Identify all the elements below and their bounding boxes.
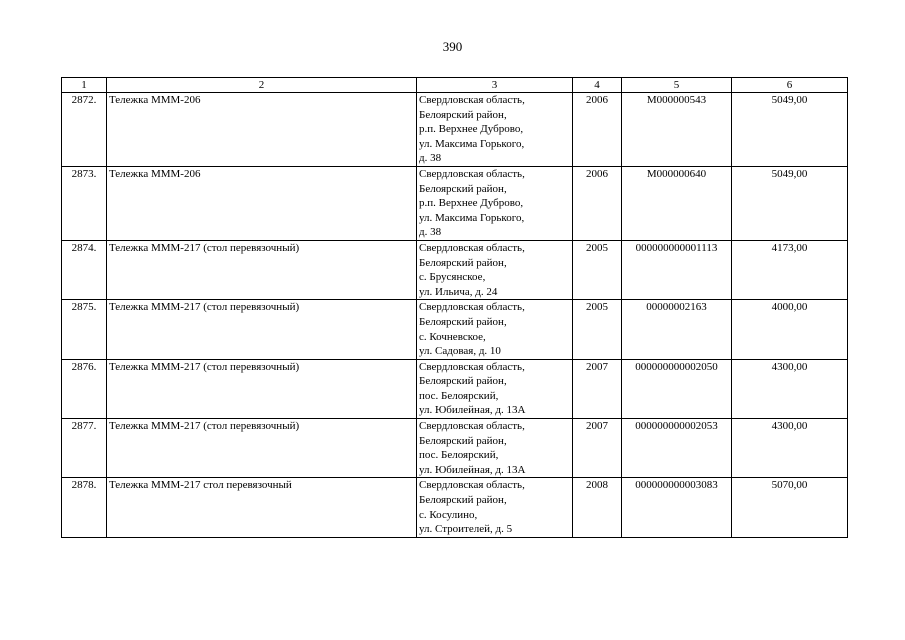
row-number: 2875. <box>62 300 107 359</box>
item-name: Тележка ММM-206 <box>107 93 417 167</box>
column-header-6: 6 <box>732 78 848 93</box>
table-row <box>62 300 848 359</box>
address-line: ул. Садовая, д. 10 <box>419 345 501 358</box>
row-number: 2872. <box>62 93 107 167</box>
item-year: 2006 <box>573 93 622 167</box>
address-line: Свердловская область, <box>419 360 525 373</box>
inventory-number: 000000000002053 <box>622 419 732 478</box>
address-line: ул. Юбилейная, д. 13А <box>419 463 526 476</box>
row-number: 2873. <box>62 166 107 240</box>
inventory-number: 000000000002050 <box>622 359 732 418</box>
address-line: с. Косулино, <box>419 508 478 521</box>
item-cost: 4300,00 <box>732 359 848 418</box>
table-header-row <box>62 78 848 93</box>
address-line: Белоярский район, <box>419 182 507 195</box>
item-name: Тележка ММM-217 (стол перевязочный) <box>107 359 417 418</box>
row-number: 2877. <box>62 419 107 478</box>
address-line: р.п. Верхнее Дуброво, <box>419 123 524 136</box>
address-line: ул. Юбилейная, д. 13А <box>419 404 526 417</box>
item-name: Тележка ММM-217 (стол перевязочный) <box>107 419 417 478</box>
item-year: 2005 <box>573 300 622 359</box>
column-header-3: 3 <box>417 78 573 93</box>
item-name: Тележка ММM-206 <box>107 166 417 240</box>
item-cost: 5049,00 <box>732 166 848 240</box>
address-line: Белоярский район, <box>419 108 507 121</box>
item-address <box>417 359 573 418</box>
address-line: ул. Максима Горького, <box>419 137 525 150</box>
item-year: 2006 <box>573 166 622 240</box>
address-line: р.п. Верхнее Дуброво, <box>419 197 524 210</box>
address-line: ул. Строителей, д. 5 <box>419 523 513 536</box>
item-address <box>417 300 573 359</box>
address-line: Свердловская область, <box>419 479 525 492</box>
table-row <box>62 419 848 478</box>
inventory-number: 000000000003083 <box>622 478 732 537</box>
address-line: пос. Белоярский, <box>419 389 499 402</box>
item-address <box>417 93 573 167</box>
table-row <box>62 93 848 167</box>
address-line: Белоярский район, <box>419 315 507 328</box>
item-name: Тележка ММM-217 стол перевязочный <box>107 478 417 537</box>
address-line: пос. Белоярский, <box>419 449 499 462</box>
address-line: д. 38 <box>419 152 442 165</box>
address-line: Свердловская область, <box>419 301 525 314</box>
inventory-number: 00000002163 <box>622 300 732 359</box>
address-line: Белоярский район, <box>419 256 507 269</box>
inventory-number: М000000640 <box>622 166 732 240</box>
page-number: 390 <box>442 39 463 54</box>
address-line: Свердловская область, <box>419 241 525 254</box>
address-line: ул. Максима Горького, <box>419 211 525 224</box>
table-body <box>62 93 848 538</box>
address-line: д. 38 <box>419 226 442 239</box>
item-cost: 5049,00 <box>732 93 848 167</box>
inventory-number: М000000543 <box>622 93 732 167</box>
item-address <box>417 240 573 299</box>
item-cost: 4173,00 <box>732 240 848 299</box>
property-registry-table <box>61 77 848 538</box>
item-name: Тележка ММM-217 (стол перевязочный) <box>107 240 417 299</box>
item-address <box>417 166 573 240</box>
item-year: 2007 <box>573 359 622 418</box>
table-row <box>62 478 848 537</box>
item-year: 2007 <box>573 419 622 478</box>
item-year: 2005 <box>573 240 622 299</box>
column-header-2: 2 <box>107 78 417 93</box>
address-line: ул. Ильича, д. 24 <box>419 285 498 298</box>
column-header-5: 5 <box>622 78 732 93</box>
address-line: Свердловская область, <box>419 94 525 106</box>
address-line: с. Брусянское, <box>419 271 486 284</box>
address-line: Свердловская область, <box>419 420 525 433</box>
address-line: с. Кочневское, <box>419 330 486 343</box>
column-header-1: 1 <box>62 78 107 93</box>
table-row <box>62 166 848 240</box>
table-row <box>62 359 848 418</box>
address-line: Свердловская область, <box>419 167 525 180</box>
row-number: 2874. <box>62 240 107 299</box>
item-cost: 5070,00 <box>732 478 848 537</box>
item-name: Тележка ММM-217 (стол перевязочный) <box>107 300 417 359</box>
table-row <box>62 240 848 299</box>
row-number: 2876. <box>62 359 107 418</box>
item-address <box>417 478 573 537</box>
address-line: Белоярский район, <box>419 375 507 388</box>
row-number: 2878. <box>62 478 107 537</box>
address-line: Белоярский район, <box>419 434 507 447</box>
item-address <box>417 419 573 478</box>
item-cost: 4300,00 <box>732 419 848 478</box>
address-line: Белоярский район, <box>419 494 507 507</box>
item-year: 2008 <box>573 478 622 537</box>
item-cost: 4000,00 <box>732 300 848 359</box>
inventory-number: 000000000001113 <box>622 240 732 299</box>
column-header-4: 4 <box>573 78 622 93</box>
